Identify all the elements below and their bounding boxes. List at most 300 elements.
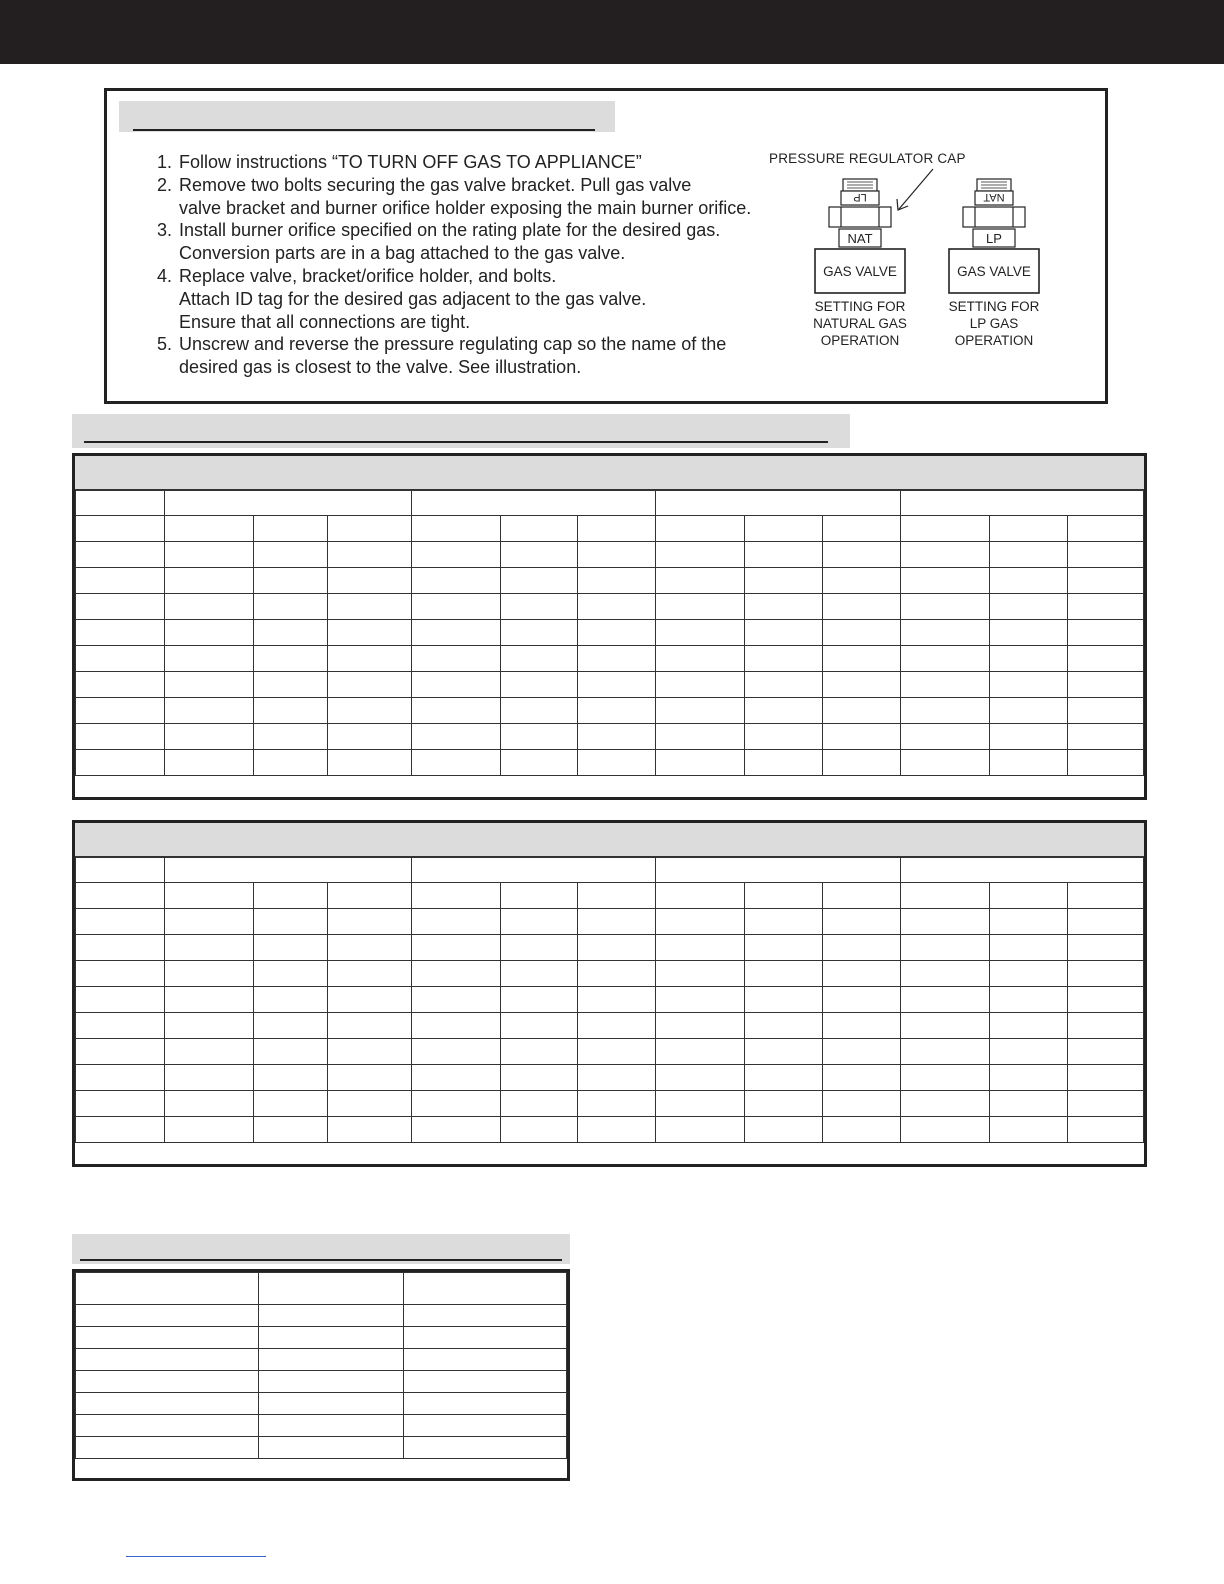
table-row xyxy=(76,594,1144,620)
table-cell xyxy=(990,568,1068,594)
table-cell xyxy=(990,935,1068,961)
step-number: 4. xyxy=(157,265,173,286)
table-cell xyxy=(164,935,253,961)
table-cell xyxy=(258,1305,404,1327)
table-cell xyxy=(745,568,823,594)
table-cell xyxy=(500,909,578,935)
table-cell xyxy=(76,672,165,698)
table-cell xyxy=(164,568,253,594)
table-cell xyxy=(164,1065,253,1091)
table-cell xyxy=(990,1039,1068,1065)
table-cell xyxy=(656,935,745,961)
table-cell xyxy=(327,1117,411,1143)
table-cell xyxy=(901,1013,990,1039)
table-cell xyxy=(1067,594,1143,620)
table-cell xyxy=(823,516,901,542)
specs-table xyxy=(72,1269,570,1481)
table-cell xyxy=(411,646,500,672)
table-cell xyxy=(578,724,656,750)
table-cell xyxy=(327,620,411,646)
caption-line: NATURAL GAS xyxy=(813,316,907,331)
table-cell xyxy=(500,594,578,620)
table-cell xyxy=(823,594,901,620)
table-cell xyxy=(578,568,656,594)
table-cell xyxy=(656,568,745,594)
table-cell xyxy=(1067,883,1143,909)
table-cell xyxy=(404,1305,567,1327)
table-cell xyxy=(901,672,990,698)
table-cell xyxy=(76,1039,165,1065)
table-row xyxy=(76,1305,567,1327)
table-cell xyxy=(745,724,823,750)
table-cell xyxy=(76,542,165,568)
table-cell xyxy=(1067,750,1143,776)
table-cell xyxy=(404,1415,567,1437)
table-cell xyxy=(656,698,745,724)
table-cell xyxy=(258,1273,404,1305)
table-cell xyxy=(411,987,500,1013)
table-row xyxy=(76,961,1144,987)
table-cell xyxy=(990,1065,1068,1091)
table-group-header-cell xyxy=(901,858,1144,883)
table-cell xyxy=(823,1039,901,1065)
table-cell xyxy=(76,594,165,620)
table-cell xyxy=(1067,961,1143,987)
caption-line: LP GAS xyxy=(969,316,1019,331)
table-cell xyxy=(411,935,500,961)
grid-table xyxy=(75,857,1144,1143)
table-cell xyxy=(578,672,656,698)
table-row xyxy=(76,883,1144,909)
table-row xyxy=(76,672,1144,698)
table-cell xyxy=(253,1013,327,1039)
table-cell xyxy=(745,1065,823,1091)
table-cell xyxy=(500,961,578,987)
table-cell xyxy=(823,724,901,750)
table-cell xyxy=(990,883,1068,909)
table-group-header-cell xyxy=(901,491,1144,516)
table-cell xyxy=(164,724,253,750)
table-cell xyxy=(990,1013,1068,1039)
table-cell xyxy=(411,724,500,750)
table-cell xyxy=(901,516,990,542)
table-cell xyxy=(76,909,165,935)
table-cell xyxy=(1067,1013,1143,1039)
caption-line: OPERATION xyxy=(954,333,1034,348)
table-cell xyxy=(164,516,253,542)
step-text-line: Ensure that all connections are tight. xyxy=(179,311,471,332)
table-cell xyxy=(1067,672,1143,698)
table-cell xyxy=(404,1371,567,1393)
table-cell xyxy=(76,1013,165,1039)
table-cell xyxy=(500,646,578,672)
table-cell xyxy=(253,1039,327,1065)
table-cell xyxy=(327,909,411,935)
natural-cap-top-label: LP xyxy=(853,191,867,203)
table-cell xyxy=(76,568,165,594)
table-cell xyxy=(411,542,500,568)
table-cell xyxy=(327,568,411,594)
table-cell xyxy=(578,516,656,542)
table-cell xyxy=(656,1065,745,1091)
lp-cap-bottom-label: LP xyxy=(986,231,1002,246)
table-cell xyxy=(901,883,990,909)
table-cell xyxy=(990,750,1068,776)
table-cell xyxy=(656,883,745,909)
table-cell xyxy=(164,620,253,646)
table-cell xyxy=(327,987,411,1013)
table-group-header-cell xyxy=(76,858,165,883)
table-cell xyxy=(404,1327,567,1349)
table-cell xyxy=(990,646,1068,672)
table-cell xyxy=(253,1065,327,1091)
table-cell xyxy=(990,1117,1068,1143)
table-cell xyxy=(411,698,500,724)
step-text-line: Conversion parts are in a bag attached to the gas valve. xyxy=(179,243,626,264)
table-cell xyxy=(990,594,1068,620)
table-cell xyxy=(253,935,327,961)
table-cell xyxy=(253,568,327,594)
table-row xyxy=(76,542,1144,568)
table-cell xyxy=(1067,987,1143,1013)
table-cell xyxy=(500,750,578,776)
step-number: 3. xyxy=(157,220,173,241)
table-cell xyxy=(901,724,990,750)
step-text-line: Replace valve, bracket/orifice holder, and bolts. xyxy=(179,265,557,286)
table-row xyxy=(76,1065,1144,1091)
table-cell xyxy=(823,568,901,594)
table-cell xyxy=(411,1013,500,1039)
table-cell xyxy=(404,1273,567,1305)
table-cell xyxy=(500,1091,578,1117)
table-cell xyxy=(253,961,327,987)
table-row xyxy=(76,750,1144,776)
table-row xyxy=(76,568,1144,594)
table-cell xyxy=(578,987,656,1013)
table-cell xyxy=(76,1349,259,1371)
table-cell xyxy=(327,750,411,776)
step-text-line: Remove two bolts securing the gas valve bracket. Pull gas valve xyxy=(179,174,692,195)
table-cell xyxy=(656,750,745,776)
table-cell xyxy=(404,1349,567,1371)
table-group-header-cell xyxy=(656,491,901,516)
table-cell xyxy=(164,542,253,568)
table-cell xyxy=(76,883,165,909)
table-group-header-cell xyxy=(411,858,656,883)
table-cell xyxy=(76,698,165,724)
step-text-line: Attach ID tag for the desired gas adjacent to the gas valve. xyxy=(179,288,647,309)
table-cell xyxy=(656,1013,745,1039)
table-cell xyxy=(327,516,411,542)
table-row xyxy=(76,1437,567,1459)
table-cell xyxy=(327,724,411,750)
table-cell xyxy=(745,516,823,542)
table-cell xyxy=(253,987,327,1013)
orifice-table-2-title-bar xyxy=(75,823,1144,857)
table-cell xyxy=(253,724,327,750)
table-cell xyxy=(411,1065,500,1091)
table-cell xyxy=(745,698,823,724)
table-cell xyxy=(500,1117,578,1143)
table-cell xyxy=(76,935,165,961)
table-cell xyxy=(1067,568,1143,594)
table-cell xyxy=(500,1039,578,1065)
table-cell xyxy=(578,750,656,776)
table-cell xyxy=(164,1013,253,1039)
footer-link-underline[interactable] xyxy=(126,1556,266,1557)
natural-cap-bottom-label: NAT xyxy=(847,231,873,246)
table-cell xyxy=(578,909,656,935)
table-cell xyxy=(656,516,745,542)
table-cell xyxy=(656,542,745,568)
specs-section-header xyxy=(72,1234,570,1264)
table-cell xyxy=(745,1117,823,1143)
table-cell xyxy=(901,620,990,646)
step-number: 2. xyxy=(157,174,173,195)
table-cell xyxy=(745,909,823,935)
table-cell xyxy=(823,1013,901,1039)
table-cell xyxy=(823,698,901,724)
table-cell xyxy=(901,1065,990,1091)
table-cell xyxy=(823,672,901,698)
table-row xyxy=(76,724,1144,750)
table-cell xyxy=(901,646,990,672)
table-cell xyxy=(164,1117,253,1143)
table-cell xyxy=(76,1273,259,1305)
table-cell xyxy=(164,987,253,1013)
table-cell xyxy=(990,961,1068,987)
table-cell xyxy=(901,698,990,724)
table-cell xyxy=(76,1437,259,1459)
grid-table xyxy=(75,1272,567,1459)
table-cell xyxy=(164,909,253,935)
table-row xyxy=(76,909,1144,935)
orifice-table-2 xyxy=(72,820,1147,1167)
table-cell xyxy=(258,1415,404,1437)
table-cell xyxy=(76,987,165,1013)
table-cell xyxy=(253,1117,327,1143)
table-cell xyxy=(500,542,578,568)
table-cell xyxy=(901,1091,990,1117)
caption-line: SETTING FOR xyxy=(948,299,1040,314)
table-cell xyxy=(327,1065,411,1091)
table-cell xyxy=(990,698,1068,724)
natural-gas-caption xyxy=(813,299,907,348)
step-number: 1. xyxy=(157,152,173,172)
table-cell xyxy=(1067,1117,1143,1143)
table-cell xyxy=(578,594,656,620)
table-cell xyxy=(745,961,823,987)
table-row xyxy=(76,1039,1144,1065)
table-cell xyxy=(76,516,165,542)
table-cell xyxy=(258,1327,404,1349)
grid-table xyxy=(75,490,1144,776)
lp-cap-top-label: NAT xyxy=(983,191,1005,203)
table-cell xyxy=(253,883,327,909)
table-cell xyxy=(578,698,656,724)
table-cell xyxy=(500,935,578,961)
table-row xyxy=(76,935,1144,961)
conversion-step xyxy=(157,333,797,379)
table-cell xyxy=(1067,724,1143,750)
table-cell xyxy=(823,883,901,909)
table-cell xyxy=(500,724,578,750)
table-cell xyxy=(411,883,500,909)
table-cell xyxy=(745,542,823,568)
table-cell xyxy=(253,672,327,698)
table-cell xyxy=(253,594,327,620)
table-cell xyxy=(745,883,823,909)
table-cell xyxy=(327,935,411,961)
table-row xyxy=(76,620,1144,646)
table-cell xyxy=(656,646,745,672)
table-cell xyxy=(901,568,990,594)
table-cell xyxy=(404,1437,567,1459)
table-cell xyxy=(411,961,500,987)
table-cell xyxy=(76,1327,259,1349)
step-text-line: Follow instructions “TO TURN OFF GAS TO APPLIANCE” xyxy=(179,152,642,172)
table-cell xyxy=(656,620,745,646)
table-cell xyxy=(500,1013,578,1039)
table-cell xyxy=(656,1039,745,1065)
table-cell xyxy=(1067,698,1143,724)
table-cell xyxy=(253,620,327,646)
table-cell xyxy=(990,620,1068,646)
callout-arrow xyxy=(897,169,933,210)
table-row xyxy=(76,1371,567,1393)
table-cell xyxy=(578,1065,656,1091)
table-cell xyxy=(411,568,500,594)
table-cell xyxy=(500,698,578,724)
table-cell xyxy=(823,646,901,672)
table-cell xyxy=(1067,909,1143,935)
table-cell xyxy=(990,987,1068,1013)
lp-gas-valve-assembly xyxy=(949,179,1039,293)
table-cell xyxy=(745,594,823,620)
table-row xyxy=(76,698,1144,724)
table-cell xyxy=(578,542,656,568)
table-cell xyxy=(745,672,823,698)
table-cell xyxy=(258,1371,404,1393)
table-cell xyxy=(76,750,165,776)
table-cell xyxy=(823,935,901,961)
table-cell xyxy=(76,1305,259,1327)
header-bar xyxy=(0,0,1224,64)
table-cell xyxy=(327,542,411,568)
table-cell xyxy=(76,1065,165,1091)
orifice-section-header xyxy=(72,414,850,448)
table-cell xyxy=(656,724,745,750)
table-cell xyxy=(327,1091,411,1117)
table-cell xyxy=(990,724,1068,750)
table-row xyxy=(76,516,1144,542)
step-text-line: Install burner orifice specified on the rating plate for the desired gas. xyxy=(179,220,721,241)
table-group-header-cell xyxy=(411,491,656,516)
table-cell xyxy=(901,750,990,776)
table-cell xyxy=(253,516,327,542)
table-cell xyxy=(745,1039,823,1065)
table-cell xyxy=(578,961,656,987)
table-cell xyxy=(656,1091,745,1117)
table-cell xyxy=(823,909,901,935)
table-cell xyxy=(901,961,990,987)
table-cell xyxy=(411,620,500,646)
table-row xyxy=(76,1393,567,1415)
table-cell xyxy=(500,672,578,698)
table-cell xyxy=(411,1039,500,1065)
table-group-header-cell xyxy=(656,858,901,883)
table-cell xyxy=(327,594,411,620)
table-cell xyxy=(823,1091,901,1117)
table-row xyxy=(76,1117,1144,1143)
table-row xyxy=(76,987,1144,1013)
table-cell xyxy=(164,646,253,672)
table-row xyxy=(76,1013,1144,1039)
table-cell xyxy=(745,646,823,672)
table-cell xyxy=(327,672,411,698)
table-cell xyxy=(656,594,745,620)
table-row xyxy=(76,1273,567,1305)
orifice-table-1 xyxy=(72,453,1147,800)
table-cell xyxy=(1067,646,1143,672)
table-cell xyxy=(327,961,411,987)
table-cell xyxy=(656,961,745,987)
table-cell xyxy=(1067,516,1143,542)
pressure-regulator-cap-label: PRESSURE REGULATOR CAP xyxy=(769,151,966,166)
table-cell xyxy=(164,961,253,987)
lp-gas-caption xyxy=(949,299,1040,348)
table-cell xyxy=(411,1117,500,1143)
table-cell xyxy=(656,1117,745,1143)
table-cell xyxy=(253,750,327,776)
conversion-step xyxy=(157,219,797,265)
conversion-step xyxy=(157,174,797,220)
gas-conversion-panel xyxy=(104,88,1108,404)
table-cell xyxy=(164,672,253,698)
conversion-step xyxy=(157,265,797,333)
table-cell xyxy=(578,646,656,672)
table-cell xyxy=(901,909,990,935)
table-cell xyxy=(327,883,411,909)
table-cell xyxy=(253,909,327,935)
table-cell xyxy=(1067,1065,1143,1091)
table-cell xyxy=(656,672,745,698)
conversion-section-header xyxy=(119,101,615,132)
table-group-header-cell xyxy=(164,858,411,883)
table-cell xyxy=(500,568,578,594)
table-cell xyxy=(578,935,656,961)
table-group-header-cell xyxy=(164,491,411,516)
table-cell xyxy=(578,1013,656,1039)
table-cell xyxy=(76,1091,165,1117)
table-row xyxy=(76,646,1144,672)
table-cell xyxy=(76,620,165,646)
table-cell xyxy=(901,594,990,620)
table-cell xyxy=(656,909,745,935)
table-cell xyxy=(253,542,327,568)
table-cell xyxy=(1067,620,1143,646)
table-cell xyxy=(745,935,823,961)
table-row xyxy=(76,1415,567,1437)
table-cell xyxy=(164,883,253,909)
table-cell xyxy=(76,961,165,987)
table-cell xyxy=(990,516,1068,542)
table-cell xyxy=(411,1091,500,1117)
table-cell xyxy=(1067,1091,1143,1117)
table-cell xyxy=(411,516,500,542)
table-cell xyxy=(823,1065,901,1091)
table-cell xyxy=(745,987,823,1013)
